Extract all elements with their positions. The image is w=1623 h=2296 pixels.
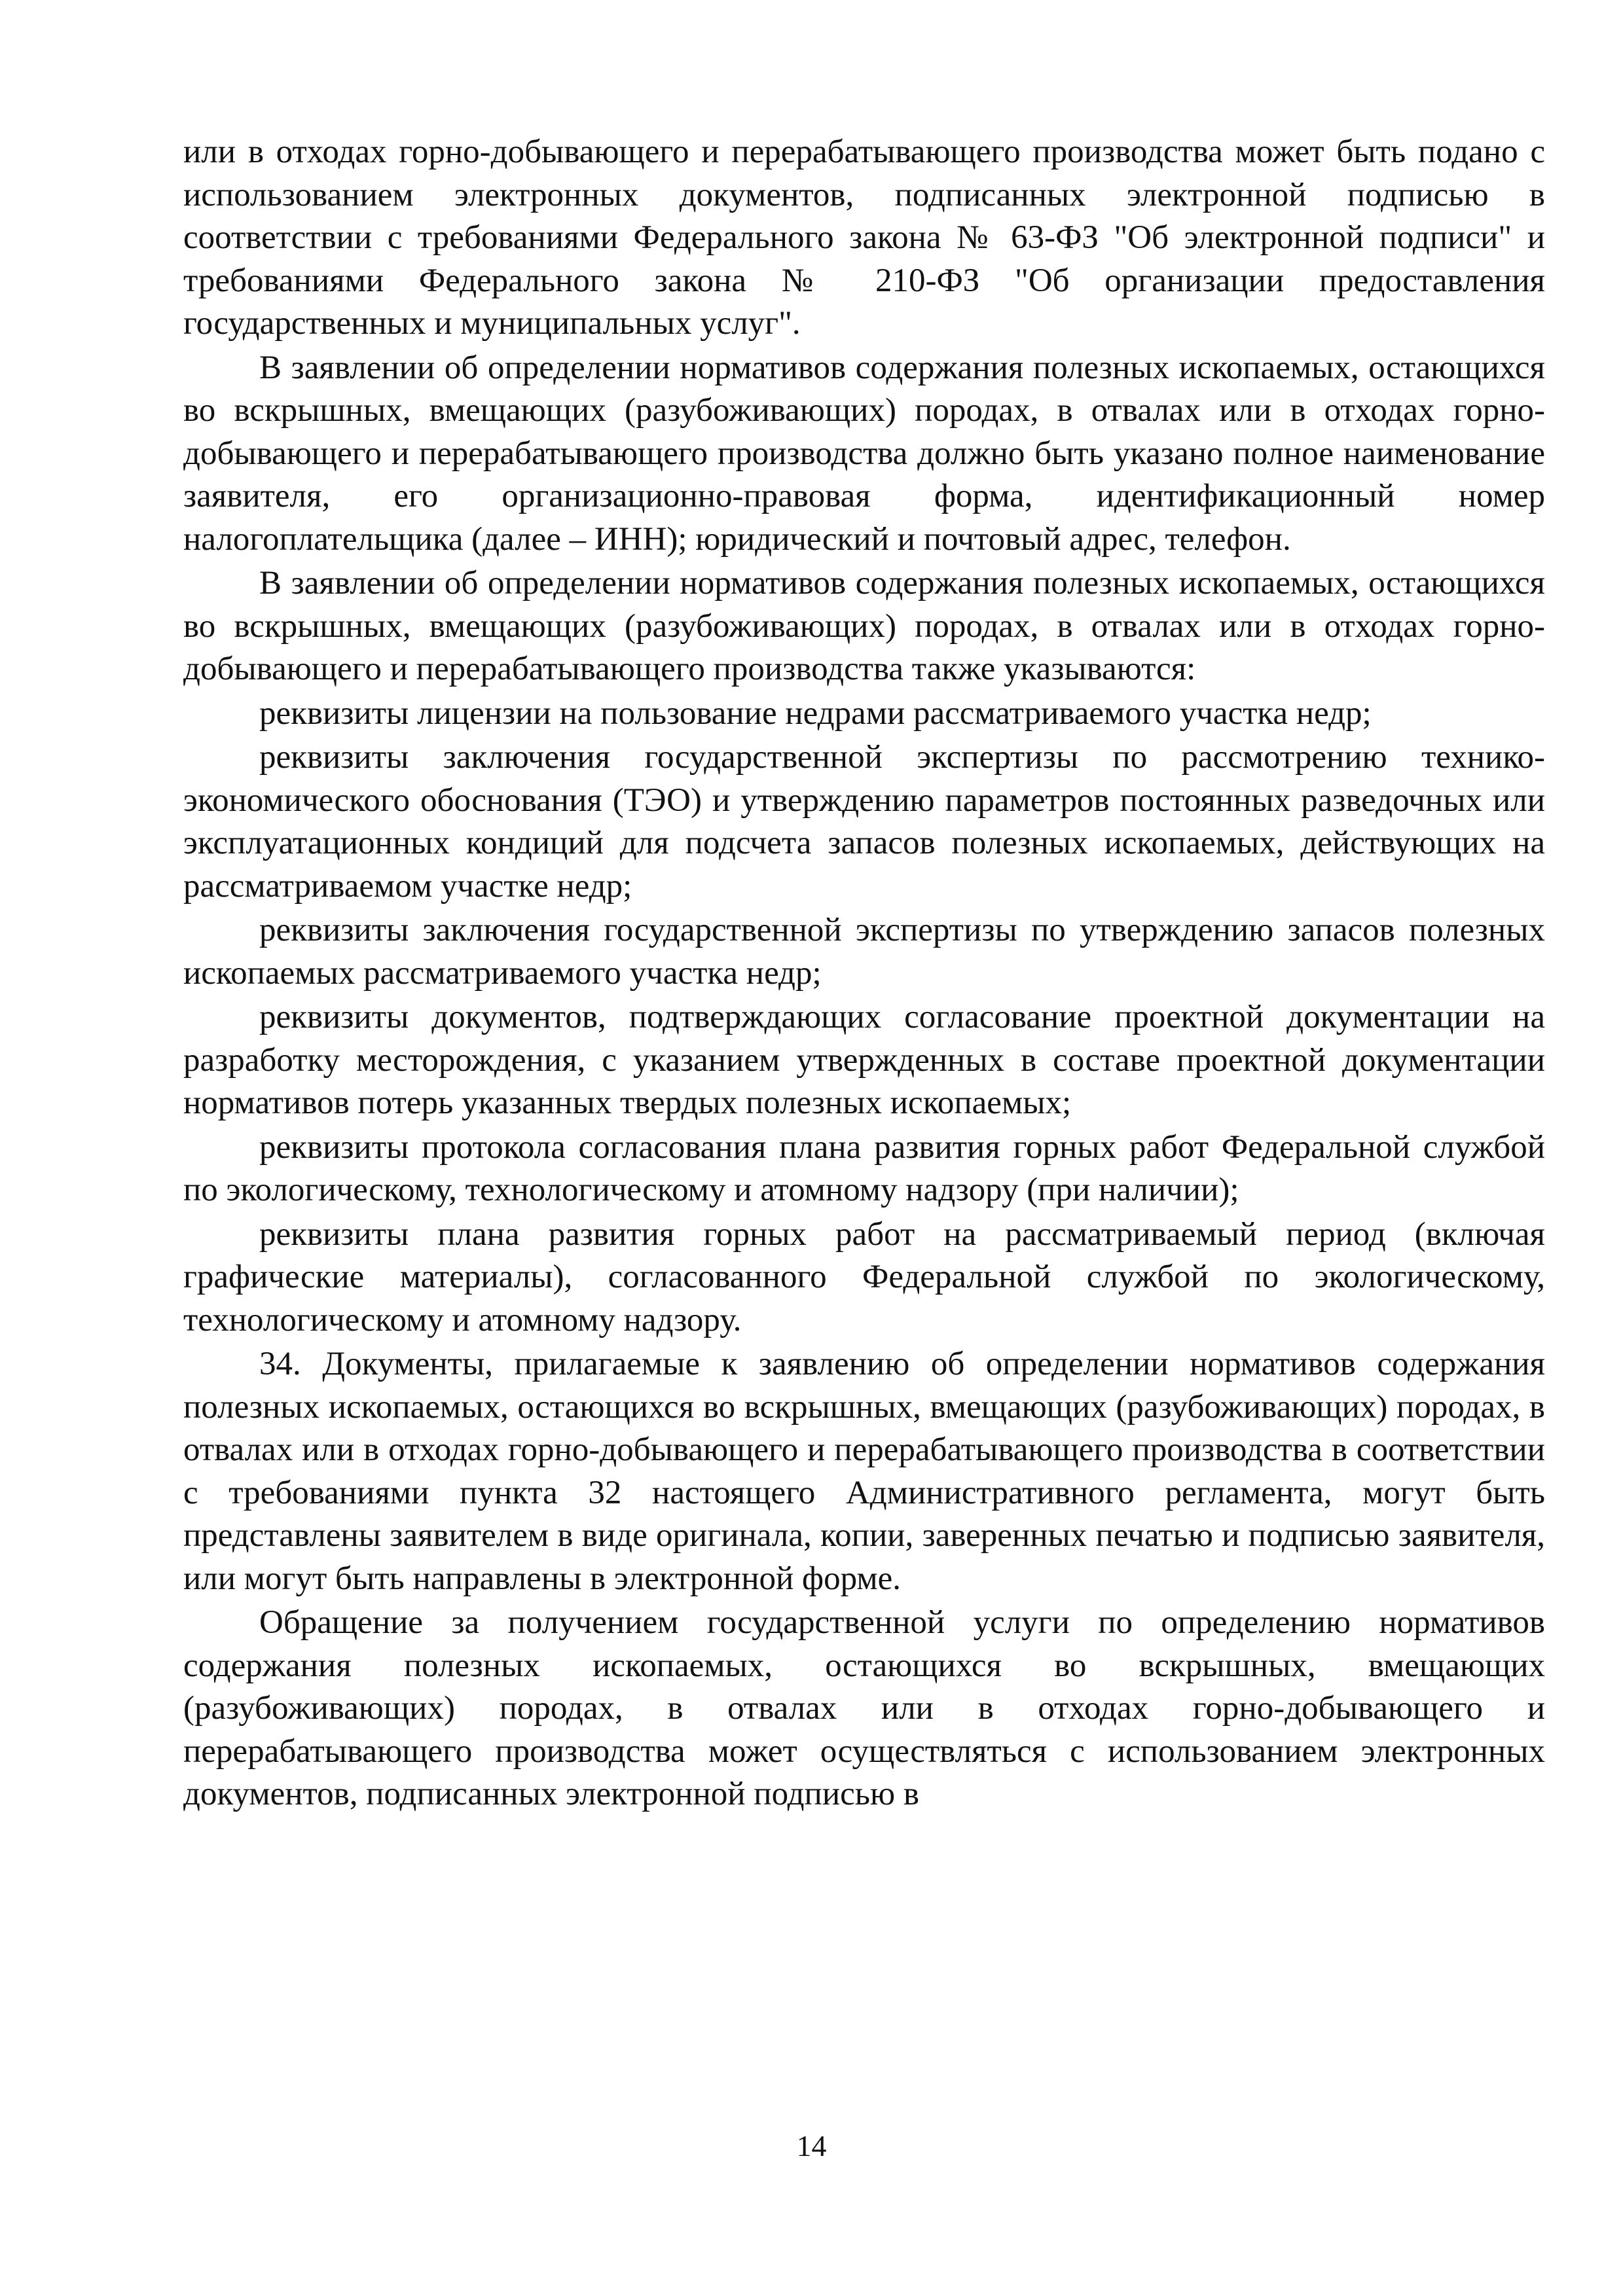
paragraph-continuation: или в отходах горно-добывающего и перерабатывающего производства может быть подано с использованием электронных документов, подписанных электронной подписью в соответствии с требованиями Федерального закона № 63-ФЗ "Об электронной подписи" и требованиями Федерального закона № 210-ФЗ "Об организации предоставления государственных и муниципальных услуг". bbox=[183, 134, 1545, 342]
list-item-reserves-expertise: реквизиты заключения государственной экспертизы по утверждению запасов полезных ископаемых рассматриваемого участка недр; bbox=[183, 912, 1545, 992]
paragraph-electronic-request: Обращение за получением государственной услуги по определению нормативов содержания полезных ископаемых, остающихся во вскрышных, вмещающих (разубоживающих) породах, в отвалах или в отходах горно-добывающего и перерабатывающего производства может осуществляться с использованием электронных документов, подписанных электронной подписью в bbox=[183, 1604, 1545, 1812]
list-item-mining-plan-details: реквизиты плана развития горных работ на рассматриваемый период (включая графические материалы), согласованного Федеральной службой по экологическому, технологическому и атомному надзору. bbox=[183, 1215, 1545, 1338]
list-item-project-documentation: реквизиты документов, подтверждающих согласование проектной документации на разработку месторождения, с указанием утвержденных в составе проектной документации нормативов потерь указанных твердых полезных ископаемых; bbox=[183, 999, 1545, 1121]
list-item-license-details: реквизиты лицензии на пользование недрами рассматриваемого участка недр; bbox=[259, 694, 1372, 732]
page-number: 14 bbox=[796, 2129, 827, 2162]
paragraph-section-34: 34. Документы, прилагаемые к заявлению об определении нормативов содержания полезных ископаемых, остающихся во вскрышных, вмещающих (разубоживающих) породах, в отвалах или в отходах горно-добывающего и перерабатывающего производства в соответствии с требованиями пункта 32 настоящего Административного регламента, могут быть представлены заявителем в виде оригинала, копии, заверенных печатью и подписью заявителя, или могут быть направлены в электронной форме. bbox=[183, 1346, 1545, 1597]
document-body bbox=[183, 131, 1545, 1818]
list-item-teo-expertise: реквизиты заключения государственной экспертизы по рассмотрению технико-экономического обоснования (ТЭО) и утверждению параметров постоянных разведочных или эксплуатационных кондиций для подсчета запасов полезных ископаемых, действующих на рассматриваемом участке недр; bbox=[183, 739, 1545, 905]
paragraph-applicant-details: В заявлении об определении нормативов содержания полезных ископаемых, остающихся во вскрышных, вмещающих (разубоживающих) породах, в отвалах или в отходах горно-добывающего и перерабатывающего производства должно быть указано полное наименование заявителя, его организационно-правовая форма, идентификационный номер налогоплательщика (далее – ИНН); юридический и почтовый адрес, телефон. bbox=[183, 349, 1545, 558]
list-item-mining-plan-protocol: реквизиты протокола согласования плана развития горных работ Федеральной службой по экологическому, технологическому и атомному надзору (при наличии); bbox=[183, 1128, 1545, 1208]
paragraph-also-indicated: В заявлении об определении нормативов содержания полезных ископаемых, остающихся во вскрышных, вмещающих (разубоживающих) породах, в отвалах или в отходах горно-добывающего и перерабатывающего производства также указываются: bbox=[183, 565, 1545, 687]
